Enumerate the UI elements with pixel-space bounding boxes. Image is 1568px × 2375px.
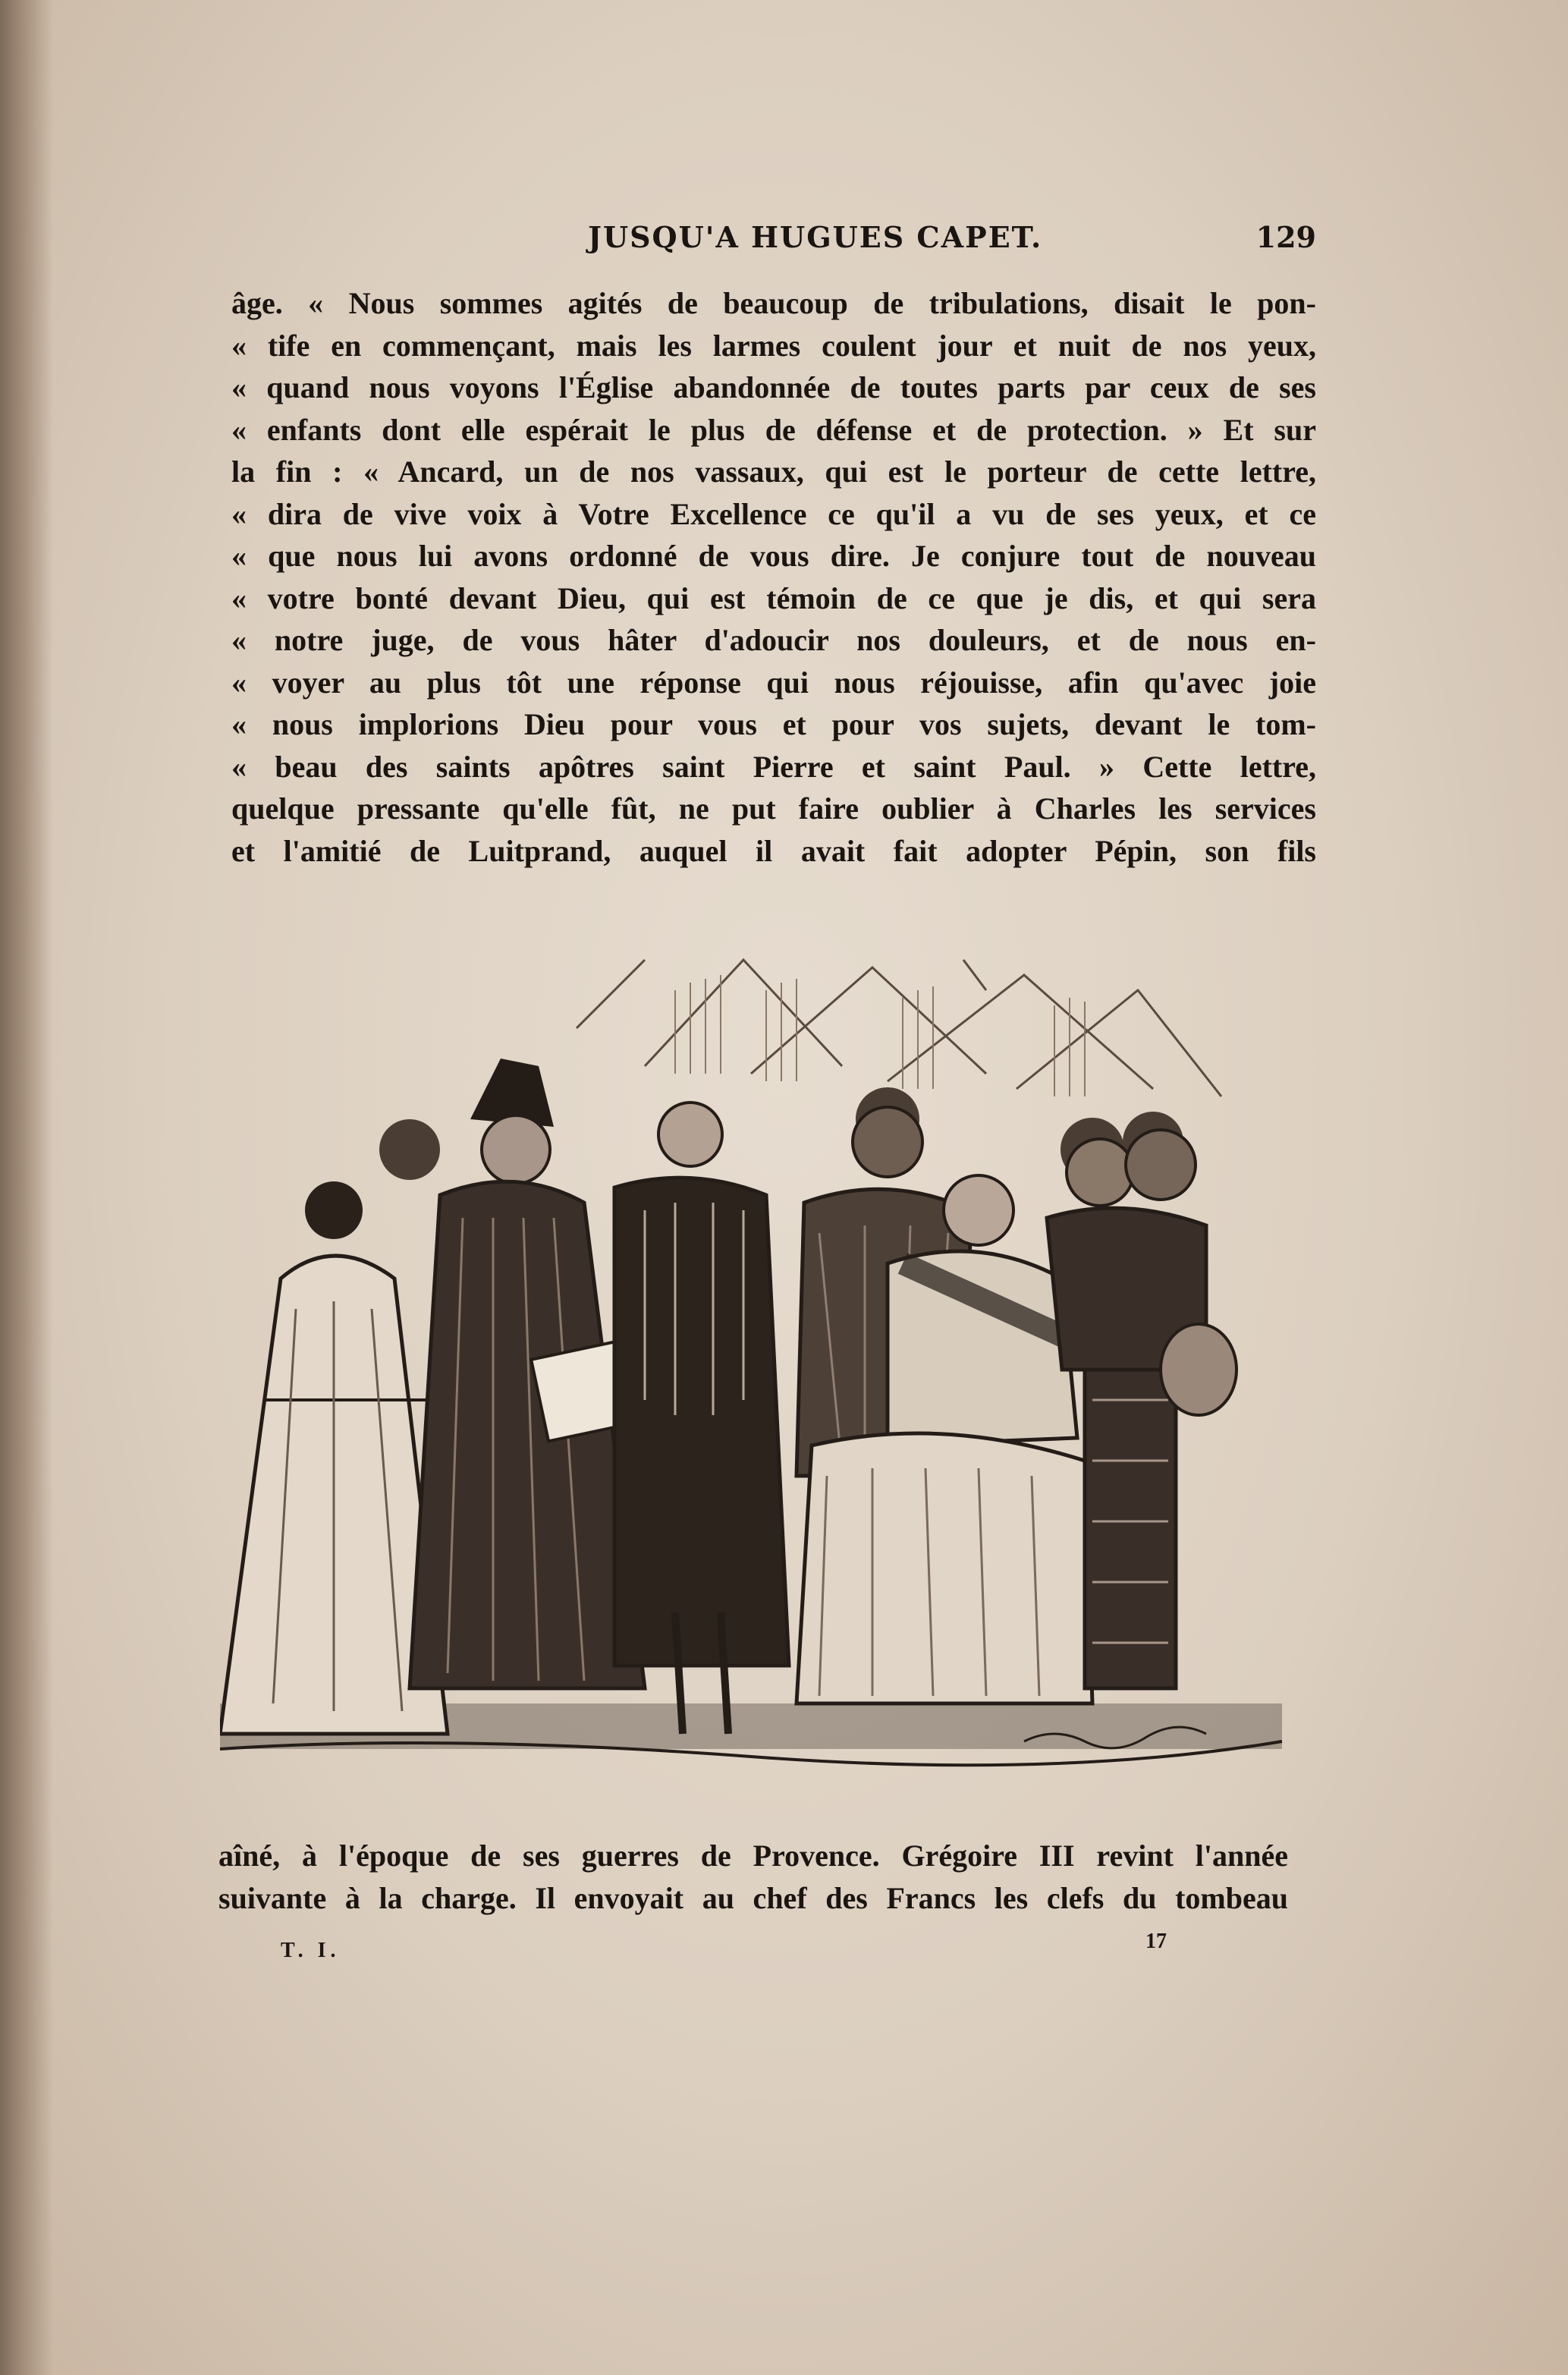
- page-header: [235, 220, 1316, 266]
- tent-background: [577, 960, 1221, 1096]
- running-title: JUSQU'A HUGUES CAPET.: [588, 220, 1043, 254]
- text-line: quelque pressante qu'elle fût, ne put faire oublier à Charles les services: [231, 791, 1316, 826]
- volume-mark: T. I.: [281, 1939, 341, 1962]
- text-line: « nous implorions Dieu pour vous et pour vos sujets, devant le tom-: [231, 707, 1316, 741]
- text-line: « que nous lui avons ordonné de vous dire. Je conjure tout de nouveau: [231, 539, 1316, 573]
- engraving-illustration-icon: [220, 945, 1290, 1787]
- text-line: « dira de vive voix à Votre Excellence ce qu'il a vu de ses yeux, et ce: [231, 496, 1316, 531]
- body-text-bottom: [218, 1835, 1288, 1919]
- text-line: « voyer au plus tôt une réponse qui nous réjouisse, afin qu'avec joie: [231, 665, 1316, 700]
- text-line: « quand nous voyons l'Église abandonnée de toutes parts par ceux de ses: [231, 370, 1316, 404]
- text-line: « enfants dont elle espérait le plus de défense et de protection. » Et sur: [231, 412, 1316, 447]
- text-line: âge. « Nous sommes agités de beaucoup de tribulations, disait le pon-: [231, 286, 1316, 320]
- text-line: et l'amitié de Luitprand, auquel il avait fait adopter Pépin, son fils: [231, 833, 1316, 868]
- text-line: « tife en commençant, mais les larmes coulent jour et nuit de nos yeux,: [231, 328, 1316, 363]
- text-line: « beau des saints apôtres saint Pierre et saint Paul. » Cette lettre,: [231, 749, 1316, 784]
- text-line: aîné, à l'époque de ses guerres de Provence. Grégoire III revint l'année: [218, 1839, 1288, 1873]
- page-number: 129: [1255, 220, 1316, 254]
- text-line: « notre juge, de vous hâter d'adoucir nos douleurs, et de nous en-: [231, 623, 1316, 657]
- book-spine-shadow: [0, 0, 53, 2375]
- text-line: la fin : « Ancard, un de nos vassaux, qui est le porteur de cette lettre,: [231, 455, 1316, 489]
- text-line: « votre bonté devant Dieu, qui est témoin de ce que je dis, et qui sera: [231, 580, 1316, 615]
- text-line: suivante à la charge. Il envoyait au chef des Francs les clefs du tombeau: [218, 1880, 1288, 1915]
- body-text-top: [231, 282, 1316, 872]
- page-footer: [281, 1930, 1191, 1969]
- figure-envoy: [614, 1103, 789, 1734]
- signature-mark: 17: [1145, 1930, 1167, 1953]
